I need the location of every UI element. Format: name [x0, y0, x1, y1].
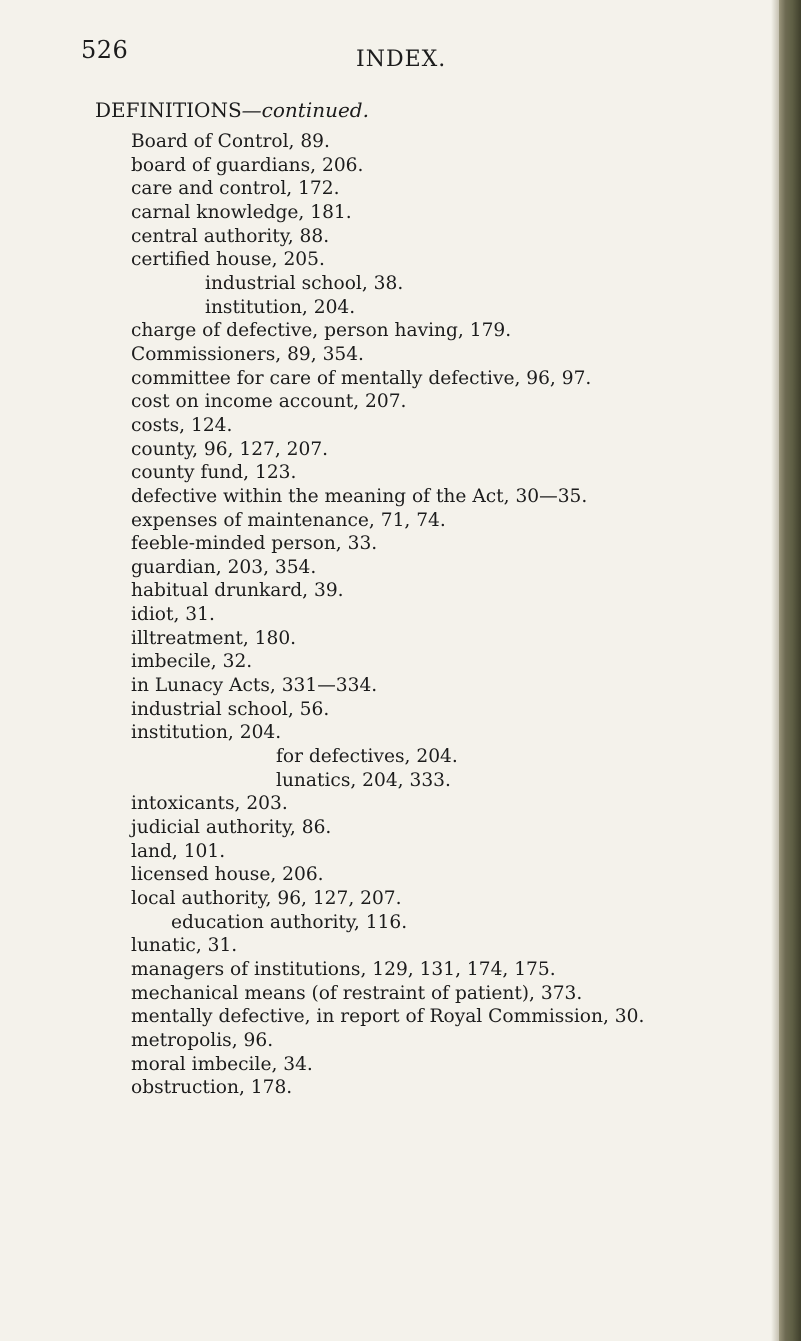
index-entry: land, 101. [131, 840, 226, 862]
index-entry: imbecile, 32. [131, 651, 253, 673]
index-entry: carnal knowledge, 181. [131, 201, 352, 223]
index-entry: care and control, 172. [131, 178, 340, 200]
index-entry: idiot, 31. [131, 604, 215, 626]
index-entry: certified house, 205. [131, 249, 325, 271]
index-entry: defective within the meaning of the Act, 30—35. [131, 485, 588, 507]
index-entry: central authority, 88. [131, 225, 330, 247]
index-subentry: for defectives, 204. [276, 746, 458, 768]
index-entry: committee for care of mentally defective, 96, 97. [131, 367, 592, 389]
index-entry: local authority, 96, 127, 207. [131, 888, 402, 909]
index-entry: judicial authority, 86. [131, 817, 332, 839]
index-entries [131, 130, 644, 1100]
index-subentry: institution, 204. [205, 296, 356, 318]
index-entry: habitual drunkard, 39. [131, 580, 344, 602]
index-entry: institution, 204. [131, 722, 282, 744]
index-entry: county fund, 123. [131, 462, 297, 484]
index-entry: cost on income account, 207. [131, 391, 407, 413]
heading-term: DEFINITIONS [95, 98, 242, 122]
index-entry: mechanical means (of restraint of patient), 373. [131, 982, 583, 1004]
index-subentry: lunatics, 204, 333. [276, 769, 451, 791]
index-entry: expenses of maintenance, 71, 74. [131, 509, 446, 531]
index-entry: obstruction, 178. [131, 1077, 293, 1099]
index-entry: industrial school, 56. [131, 698, 330, 720]
index-entry: licensed house, 206. [131, 864, 324, 886]
index-entry: managers of institutions, 129, 131, 174, 175. [131, 958, 556, 980]
index-subentry: education authority, 116. [171, 911, 408, 933]
heading-continued: —continued. [241, 98, 369, 122]
index-entry: metropolis, 96. [131, 1029, 274, 1051]
index-entry: charge of defective, person having, 179. [131, 320, 512, 342]
index-entry: feeble-minded person, 33. [131, 533, 378, 555]
index-entry: lunatic, 31. [131, 935, 238, 957]
index-entry: Board of Control, 89. [131, 131, 330, 152]
book-binding-edge [779, 0, 801, 1341]
index-heading [95, 98, 369, 122]
index-entry: illtreatment, 180. [131, 627, 297, 649]
index-entry: costs, 124. [131, 414, 233, 436]
index-entry: county, 96, 127, 207. [131, 438, 329, 460]
index-entry: intoxicants, 203. [131, 793, 288, 815]
index-entry: mentally defective, in report of Royal Commission, 30. [131, 1006, 645, 1028]
index-entry: board of guardians, 206. [131, 154, 364, 176]
page-number: 526 [81, 36, 129, 64]
index-entry: moral imbecile, 34. [131, 1053, 313, 1075]
index-entry: Commissioners, 89, 354. [131, 343, 364, 365]
index-entry: guardian, 203, 354. [131, 556, 317, 578]
index-entry: in Lunacy Acts, 331—334. [131, 675, 378, 697]
running-head: INDEX. [356, 47, 447, 72]
index-subentry: industrial school, 38. [205, 272, 404, 294]
